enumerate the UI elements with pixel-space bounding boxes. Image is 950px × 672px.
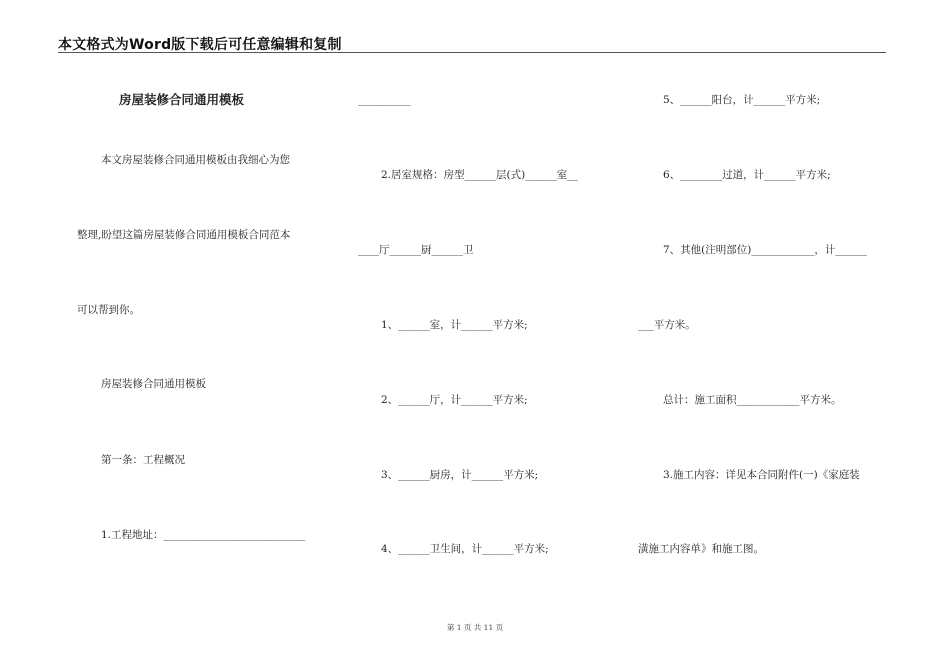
room-item-1: 1、______室，计______平方米; [381,319,528,331]
room-item-2: 2、______厅，计______平方米; [381,394,528,406]
intro-line-1: 本文房屋装修合同通用模板由我细心为您 [101,154,290,166]
work-content-line-2: 潢施工内容单》和施工图。 [638,543,764,555]
intro-line-3: 可以帮到你。 [77,304,140,316]
room-spec-line-1: 2.居室规格：房型______层(式)______室__ [381,169,578,181]
room-spec-line-2: ____厅______厨______卫 [358,244,474,256]
article-one-heading: 第一条：工程概况 [101,454,185,466]
total-area-line: 总计：施工面积____________平方米。 [663,394,842,406]
work-content-line-1: 3.施工内容：详见本合同附件(一)《家庭装 [663,469,860,481]
header-title: 本文格式为Word版下载后可任意编辑和复制 [58,37,342,53]
room-item-4: 4、______卫生间，计______平方米; [381,543,549,555]
room-item-6: 6、________过道，计______平方米; [663,169,831,181]
page-number: 第 1 页 共 11 页 [446,623,504,632]
room-item-5: 5、______阳台，计______平方米; [663,94,821,106]
room-item-3: 3、______厨房，计______平方米; [381,469,539,481]
document-title: 房屋装修合同通用模板 [119,92,245,107]
document-header [58,34,886,53]
address-blank-continuation: __________ [358,94,411,106]
intro-line-2: 整理,盼望这篇房屋装修合同通用模板合同范本 [77,229,291,241]
section-heading: 房屋装修合同通用模板 [101,378,206,390]
project-address-line: 1.工程地址：___________________________ [101,529,306,541]
room-item-7: 7、其他(注明部位)____________，计______ [663,244,867,256]
room-item-7-continuation: ___平方米。 [638,319,696,331]
